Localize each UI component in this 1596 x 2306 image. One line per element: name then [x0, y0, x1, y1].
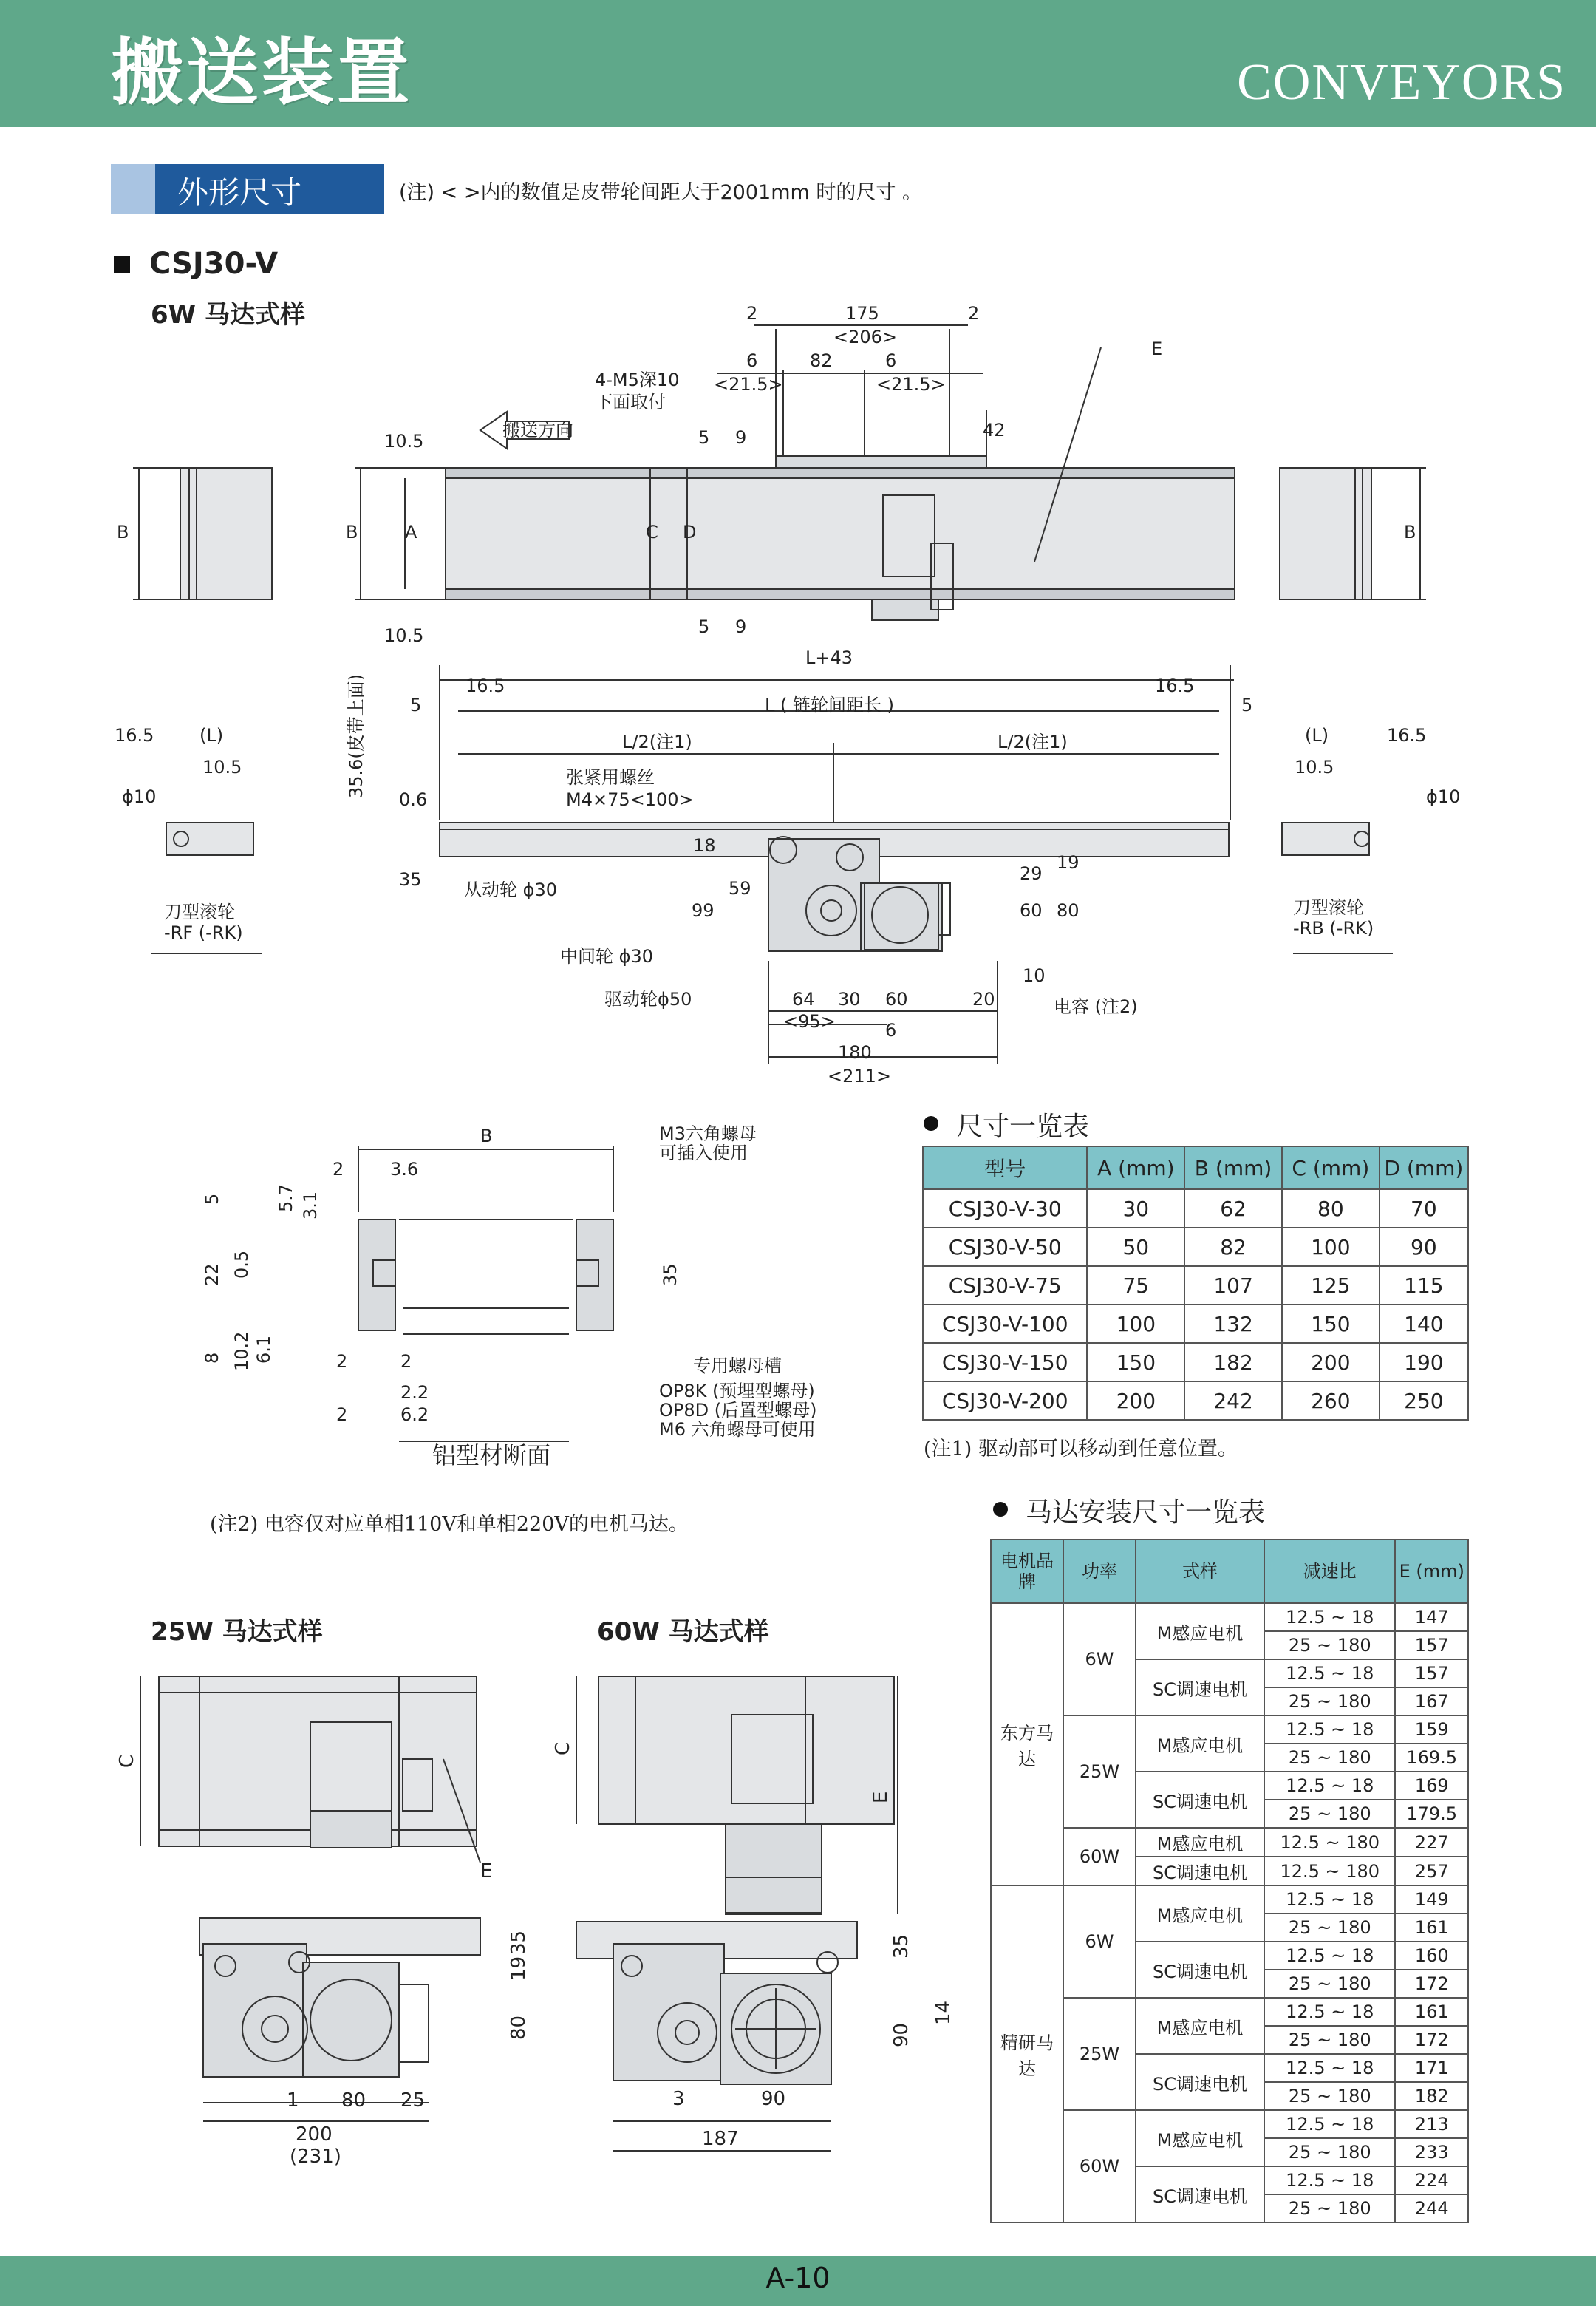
profile-dim-6: 3.1 — [300, 1191, 321, 1220]
table-cell: 213 — [1395, 2110, 1468, 2138]
table-cell: M感应电机 — [1136, 1998, 1264, 2054]
table-cell: 172 — [1395, 1970, 1468, 1998]
d25-c: C — [116, 1754, 138, 1768]
table-cell: 169 — [1395, 1772, 1468, 1800]
vdim-3: 18 — [693, 835, 716, 856]
table-cell: 12.5 ~ 18 — [1264, 1998, 1395, 2026]
len-6: 5 — [1241, 695, 1253, 715]
dim-side-b: B — [346, 522, 358, 543]
profile-note-6: M6 六角螺母可使用 — [659, 1419, 816, 1440]
table-cell: 25 ~ 180 — [1264, 1970, 1395, 1998]
d60-e: E — [870, 1791, 892, 1803]
table-cell: 80 — [1282, 1189, 1380, 1228]
table-cell: 182 — [1184, 1343, 1282, 1381]
table-cell: 200 — [1282, 1343, 1380, 1381]
table-cell: 25 ~ 180 — [1264, 2026, 1395, 2054]
d25-19: 19 — [508, 1956, 530, 1981]
table-cell: 12.5 ~ 18 — [1264, 1715, 1395, 1744]
table-cell: CSJ30-V-200 — [923, 1381, 1087, 1420]
belt-label: 35.6(皮带上面) — [346, 673, 366, 798]
m-th-0: 电机品牌 — [991, 1540, 1063, 1603]
bdim-1: 64 — [792, 989, 815, 1010]
len-5: 16.5 — [1155, 676, 1195, 696]
lend-3: 10.5 — [202, 757, 242, 778]
profile-caption: 铝型材断面 — [432, 1441, 551, 1469]
table-cell: M感应电机 — [1136, 1715, 1264, 1772]
d25-35: 35 — [508, 1930, 530, 1955]
profile-dim-14: 2 — [400, 1351, 412, 1372]
main-drawing — [0, 0, 1596, 1094]
table-cell: M感应电机 — [1136, 2110, 1264, 2166]
dim-side-6: 5 — [698, 616, 710, 637]
table-cell: 50 — [1087, 1228, 1184, 1266]
profile-note-1: M3六角螺母 — [659, 1123, 757, 1144]
profile-dim-16: 2 — [336, 1404, 348, 1425]
table-cell: 12.5 ~ 18 — [1264, 1659, 1395, 1687]
rend-4: ϕ10 — [1426, 786, 1461, 807]
dim-side-a: A — [405, 522, 417, 543]
len-7: L/2(注1) — [622, 732, 692, 752]
d25-80: 80 — [508, 2015, 530, 2040]
bdim-7: 180 — [838, 1042, 872, 1063]
table-cell: 227 — [1395, 1828, 1468, 1857]
d25-200: 200 — [296, 2123, 332, 2146]
vdim-5: 99 — [692, 900, 715, 921]
bdim-6: 6 — [885, 1020, 897, 1041]
d25-231: (231) — [290, 2146, 341, 2168]
profile-dim-17: 6.2 — [400, 1404, 429, 1425]
profile-dim-7: 22 — [202, 1263, 222, 1286]
table-cell: 62 — [1184, 1189, 1282, 1228]
dim-top-3: <206> — [833, 327, 898, 347]
table-cell: M感应电机 — [1136, 1828, 1264, 1857]
table-cell: 6W — [1063, 1603, 1136, 1715]
dim-top-e: E — [1151, 339, 1163, 359]
m-th-2: 式样 — [1136, 1540, 1264, 1603]
lend-5: 刀型滚轮 — [164, 902, 235, 922]
len-8: L/2(注1) — [998, 732, 1068, 752]
model-title: CSJ30-V — [149, 247, 279, 281]
table-cell: 60W — [1063, 2110, 1136, 2222]
dim-th-1: A (mm) — [1087, 1146, 1184, 1189]
table-cell: 107 — [1184, 1266, 1282, 1305]
len-1: L+43 — [805, 647, 853, 668]
table-cell: 115 — [1380, 1266, 1468, 1305]
hole-note-2: 下面取付 — [595, 392, 666, 412]
table-cell: SC调速电机 — [1136, 1772, 1264, 1828]
m-th-4: E (mm) — [1395, 1540, 1468, 1603]
table-cell: 12.5 ~ 18 — [1264, 2054, 1395, 2082]
profile-dim-13: 2 — [336, 1351, 348, 1372]
table-cell: SC调速电机 — [1136, 1659, 1264, 1715]
table-cell: 260 — [1282, 1381, 1380, 1420]
section-tag-label: 外形尺寸 — [177, 174, 302, 211]
table-cell: 25 ~ 180 — [1264, 1914, 1395, 1942]
tension-2: M4×75<100> — [566, 789, 694, 810]
subtitle-60w: 60W 马达式样 — [597, 1617, 769, 1647]
d25-1: 1 — [287, 2089, 299, 2112]
table-cell: SC调速电机 — [1136, 2054, 1264, 2110]
vdim-4: 59 — [729, 878, 751, 899]
table-cell: 200 — [1087, 1381, 1184, 1420]
note2: (注2) 电容仅对应单相110V和单相220V的电机马达。 — [210, 1513, 689, 1536]
dim-top-8: <21.5> — [714, 374, 783, 395]
m-th-3: 减速比 — [1264, 1540, 1395, 1603]
table-cell: CSJ30-V-50 — [923, 1228, 1087, 1266]
table-row — [923, 1266, 1468, 1305]
table-cell: 161 — [1395, 1998, 1468, 2026]
table-cell: 25 ~ 180 — [1264, 1800, 1395, 1828]
lend-4: ϕ10 — [122, 786, 157, 807]
bdim-4: 20 — [972, 989, 995, 1010]
lend-2: (L) — [200, 725, 224, 746]
table-cell: 精研马达 — [991, 1885, 1063, 2222]
table-cell: 159 — [1395, 1715, 1468, 1744]
table-cell: 140 — [1380, 1305, 1468, 1343]
d25-25: 25 — [400, 2089, 426, 2112]
profile-dim-12: 6.1 — [253, 1335, 274, 1364]
table-cell: 75 — [1087, 1266, 1184, 1305]
vdim-2: 35 — [399, 869, 422, 890]
table-cell: 169.5 — [1395, 1744, 1468, 1772]
table-cell: SC调速电机 — [1136, 2166, 1264, 2222]
table-cell: 25 ~ 180 — [1264, 2194, 1395, 2222]
table-cell: 182 — [1395, 2082, 1468, 2110]
profile-dim-b: B — [480, 1126, 493, 1146]
footer-band — [0, 2256, 1596, 2306]
dim-side-c: C — [646, 522, 658, 543]
table-cell: 179.5 — [1395, 1800, 1468, 1828]
m-th-1: 功率 — [1063, 1540, 1136, 1603]
bdim-5: <95> — [783, 1011, 836, 1032]
profile-dim-8: 0.5 — [231, 1250, 252, 1279]
profile-note-5: OP8D (后置型螺母) — [659, 1400, 817, 1421]
subtitle-6w: 6W 马达式样 — [151, 300, 305, 330]
table-cell: 12.5 ~ 180 — [1264, 1828, 1395, 1857]
table-cell: 172 — [1395, 2026, 1468, 2054]
table-cell: 12.5 ~ 18 — [1264, 1772, 1395, 1800]
dim-side-1: 10.5 — [384, 431, 424, 452]
table-cell: 257 — [1395, 1857, 1468, 1885]
table-cell: 25W — [1063, 1715, 1136, 1828]
table-cell: 244 — [1395, 2194, 1468, 2222]
table-cell: 12.5 ~ 18 — [1264, 1603, 1395, 1631]
profile-dim-11: 10.2 — [231, 1331, 252, 1371]
dim-side-7: 9 — [735, 616, 747, 637]
dim-side-5: 10.5 — [384, 625, 424, 646]
table-row — [923, 1228, 1468, 1266]
table-cell: 82 — [1184, 1228, 1282, 1266]
table-row — [923, 1343, 1468, 1381]
table-cell: 12.5 ~ 180 — [1264, 1857, 1395, 1885]
vdim-9: 80 — [1057, 900, 1080, 921]
table-cell: 132 — [1184, 1305, 1282, 1343]
lend-1: 16.5 — [115, 725, 154, 746]
table-cell: CSJ30-V-150 — [923, 1343, 1087, 1381]
tension-1: 张紧用螺丝 — [566, 767, 655, 788]
rend-2: 16.5 — [1387, 725, 1427, 746]
table-cell: 12.5 ~ 18 — [1264, 1942, 1395, 1970]
dim-table-note: (注1) 驱动部可以移动到任意位置。 — [924, 1438, 1238, 1460]
dim-side-b-right: B — [1404, 522, 1416, 543]
table-row — [923, 1381, 1468, 1420]
dim-th-3: C (mm) — [1282, 1146, 1380, 1189]
dim-top-9: <21.5> — [876, 374, 946, 395]
dim-top-2: 175 — [845, 303, 879, 324]
table-cell: 233 — [1395, 2138, 1468, 2166]
vdim-6: 29 — [1020, 863, 1043, 884]
len-4: L ( 链轮间距长 ) — [765, 695, 894, 715]
d60-90: 90 — [890, 2022, 913, 2047]
table-cell: 171 — [1395, 2054, 1468, 2082]
wheel-1: 从动轮 ϕ30 — [464, 880, 557, 900]
profile-drawing — [0, 1094, 887, 1493]
table-cell: CSJ30-V-75 — [923, 1266, 1087, 1305]
dim-top-1: 2 — [746, 303, 758, 324]
wheel-3: 驱动轮ϕ50 — [604, 989, 692, 1010]
profile-dim-5: 5.7 — [276, 1183, 296, 1212]
profile-dim-4: 5 — [202, 1193, 222, 1205]
table-cell: 157 — [1395, 1659, 1468, 1687]
table-cell: 25 ~ 180 — [1264, 1631, 1395, 1659]
bdim-3: 60 — [885, 989, 908, 1010]
table-cell: 150 — [1282, 1305, 1380, 1343]
rend-5: 刀型滚轮 — [1293, 897, 1364, 918]
dim-top-4: 2 — [968, 303, 980, 324]
motor-table-title: 马达安装尺寸一览表 — [1026, 1492, 1265, 1529]
profile-note-4: OP8K (预埋型螺母) — [659, 1381, 815, 1401]
dim-side-2: 5 — [698, 427, 710, 448]
table-row — [923, 1146, 1468, 1189]
table-cell: 25W — [1063, 1998, 1136, 2110]
table-row — [991, 1540, 1468, 1603]
vdim-10: 10 — [1023, 965, 1046, 986]
table-cell: CSJ30-V-100 — [923, 1305, 1087, 1343]
wheel-4: 电容 (注2) — [1054, 996, 1138, 1017]
dim-side-4: 42 — [983, 420, 1006, 441]
table-cell: CSJ30-V-30 — [923, 1189, 1087, 1228]
dim-top-7: 6 — [885, 350, 897, 371]
profile-note-3: 专用螺母槽 — [693, 1356, 782, 1376]
table-row — [923, 1305, 1468, 1343]
profile-dim-9: 35 — [660, 1263, 681, 1286]
bdim-8: <211> — [828, 1066, 892, 1086]
rend-6: -RB (-RK) — [1293, 918, 1374, 939]
dim-th-4: D (mm) — [1380, 1146, 1468, 1189]
dim-table-title: 尺寸一览表 — [956, 1106, 1089, 1143]
header-title-zh: 搬送装置 — [111, 31, 413, 115]
dim-side-b-left: B — [117, 522, 129, 543]
table-cell: 60W — [1063, 1828, 1136, 1885]
subtitle-25w: 25W 马达式样 — [151, 1617, 323, 1647]
profile-dim-2: 2 — [332, 1159, 344, 1180]
direction-label: 搬送方向 — [502, 420, 573, 441]
dimension-table — [922, 1146, 1469, 1421]
page-number: A-10 — [765, 2262, 831, 2294]
profile-dim-15: 2.2 — [400, 1382, 429, 1403]
dim-side-d: D — [683, 522, 697, 543]
wheel-2: 中间轮 ϕ30 — [560, 946, 653, 967]
table-cell: M感应电机 — [1136, 1885, 1264, 1942]
table-cell: 25 ~ 180 — [1264, 1744, 1395, 1772]
dim-side-3: 9 — [735, 427, 747, 448]
len-2: 16.5 — [466, 676, 505, 696]
table-cell: 150 — [1087, 1343, 1184, 1381]
rend-1: (L) — [1305, 725, 1329, 746]
d60-90b: 90 — [761, 2088, 786, 2110]
table-cell: 157 — [1395, 1631, 1468, 1659]
d25-80b: 80 — [341, 2089, 366, 2112]
profile-dim-3: 3.6 — [390, 1159, 419, 1180]
header-title-en: CONVEYORS — [1237, 54, 1566, 111]
table-cell: 160 — [1395, 1942, 1468, 1970]
len-3: 5 — [410, 695, 422, 715]
table-cell: 149 — [1395, 1885, 1468, 1914]
table-cell: 25 ~ 180 — [1264, 1687, 1395, 1715]
table-cell: 30 — [1087, 1189, 1184, 1228]
table-cell: 25 ~ 180 — [1264, 2138, 1395, 2166]
table-cell: 161 — [1395, 1914, 1468, 1942]
table-cell: 167 — [1395, 1687, 1468, 1715]
table-cell: 70 — [1380, 1189, 1468, 1228]
dim-th-2: B (mm) — [1184, 1146, 1282, 1189]
d60-35: 35 — [890, 1933, 913, 1959]
table-cell: SC调速电机 — [1136, 1857, 1264, 1885]
hole-note-1: 4-M5深10 — [595, 370, 680, 390]
table-cell: 90 — [1380, 1228, 1468, 1266]
section-note: (注) < >内的数值是皮带轮间距大于2001mm 时的尺寸 。 — [399, 181, 922, 204]
table-cell: M感应电机 — [1136, 1603, 1264, 1659]
profile-note-2: 可插入使用 — [659, 1143, 748, 1163]
table-cell: 12.5 ~ 18 — [1264, 2166, 1395, 2194]
d60-c: C — [552, 1741, 574, 1755]
table-row — [991, 1603, 1468, 1631]
d60-3: 3 — [672, 2088, 685, 2110]
d60-14: 14 — [932, 2000, 955, 2025]
table-cell: 100 — [1282, 1228, 1380, 1266]
table-cell: 东方马达 — [991, 1603, 1063, 1885]
profile-dim-10: 8 — [202, 1352, 222, 1364]
table-cell: SC调速电机 — [1136, 1942, 1264, 1998]
motor-drawings — [0, 1656, 961, 2173]
bdim-2: 30 — [838, 989, 861, 1010]
dim-th-0: 型号 — [923, 1146, 1087, 1189]
rend-3: 10.5 — [1295, 757, 1334, 778]
vdim-8: 60 — [1020, 900, 1043, 921]
table-cell: 6W — [1063, 1885, 1136, 1998]
table-cell: 147 — [1395, 1603, 1468, 1631]
table-cell: 25 ~ 180 — [1264, 2082, 1395, 2110]
table-cell: 12.5 ~ 18 — [1264, 1885, 1395, 1914]
dim-top-5: 6 — [746, 350, 758, 371]
d25-e: E — [480, 1860, 493, 1882]
table-cell: 125 — [1282, 1266, 1380, 1305]
table-row — [923, 1189, 1468, 1228]
dim-top-6: 82 — [810, 350, 833, 371]
table-cell: 100 — [1087, 1305, 1184, 1343]
table-cell: 224 — [1395, 2166, 1468, 2194]
table-cell: 242 — [1184, 1381, 1282, 1420]
vdim-7: 19 — [1057, 852, 1080, 873]
vdim-1: 0.6 — [399, 789, 428, 810]
table-cell: 250 — [1380, 1381, 1468, 1420]
table-row — [991, 1885, 1468, 1914]
table-cell: 12.5 ~ 18 — [1264, 2110, 1395, 2138]
motor-table — [990, 1539, 1469, 2223]
table-cell: 190 — [1380, 1343, 1468, 1381]
lend-6: -RF (-RK) — [164, 922, 243, 943]
d60-187: 187 — [702, 2128, 739, 2150]
